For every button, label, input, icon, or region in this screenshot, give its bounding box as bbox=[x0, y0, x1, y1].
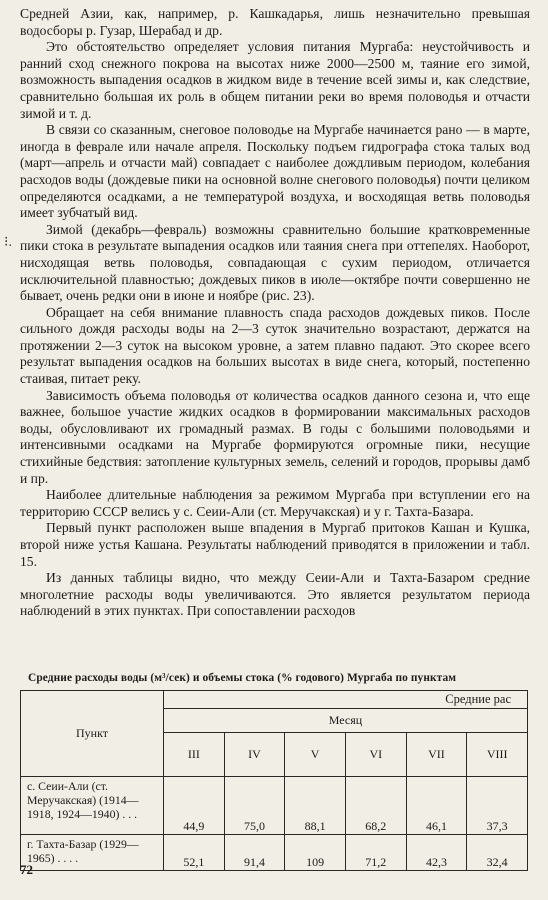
value-cell: 75,0 bbox=[224, 777, 285, 835]
value-cell: 68,2 bbox=[345, 777, 406, 835]
table-row bbox=[21, 835, 528, 871]
discharge-table bbox=[20, 690, 528, 871]
value-cell: 109 bbox=[285, 835, 346, 871]
margin-mark: ⁝. bbox=[4, 235, 12, 250]
paragraph-8: Первый пункт расположен выше впадения в Мургаб притоков Кашан и Кушка, второй ниже устья Кашана. Результаты наблюдений приводятся в приложении и табл. 15. bbox=[20, 520, 530, 569]
month-col-2: IV bbox=[224, 733, 285, 777]
month-col-3: V bbox=[285, 733, 346, 777]
text-column bbox=[20, 6, 530, 620]
value-cell: 37,3 bbox=[467, 777, 528, 835]
paragraph-6: Зависимость объема половодья от количества осадков данного сезона и, что еще важнее, большое участие жидких осадков в формировании максимальных расходов воды, обусловливают их громадный размах. В годы с большими половодьями и интенсивными осадками на Мургабе формируются огромные пики, несущие стихийные бедствия: затопление культурных земель, селений и городов, прорывы дамб и пр. bbox=[20, 387, 530, 486]
paragraph-3: В связи со сказанным, снеговое половодье на Мургабе начинается рано — в марте, иногда в феврале или начале апреля. Поскольку подъем гидрографа стока талых вод (март—апрель и отчасти май) совпадает с наиболее дождливым периодом, колебания расходов воды (дождевые пики на основной волне снегового половодья) почти целиком определяются осадками, а не температурой воздуха, и восходящая ветвь половодья имеет зубчатый вид. bbox=[20, 122, 530, 221]
table-row bbox=[21, 777, 528, 835]
point-header: Пункт bbox=[21, 691, 164, 777]
station-name: с. Сеии-Али (ст. Меручакская) (1914—1918, 1924—1940) . . . bbox=[21, 777, 164, 835]
value-cell: 71,2 bbox=[345, 835, 406, 871]
page-number: 72 bbox=[20, 862, 33, 877]
value-cell: 46,1 bbox=[406, 777, 467, 835]
month-header: Месяц bbox=[164, 709, 528, 733]
value-cell: 32,4 bbox=[467, 835, 528, 871]
group-header: Средние рас bbox=[164, 691, 528, 709]
month-col-6: VIII bbox=[467, 733, 528, 777]
paragraph-5: Обращает на себя внимание плавность спада расходов дождевых пиков. После сильного дождя расходы воды на 2—3 суток значительно возрастают, держатся на протяжении 2—3 суток на высоком уровне, а затем плавно падают. Это скорее всего результат выпадения осадков на больших высотах в виде снега, который, постепенно стаивая, питает реку. bbox=[20, 304, 530, 387]
value-cell: 52,1 bbox=[164, 835, 225, 871]
paragraph-2: Это обстоятельство определяет условия питания Мургаба: неустойчивость и ранний сход снежного покрова на высотах ниже 2000—2500 м, таяние его зимой, возможность выпадения осадков в жидком виде в течение всей зимы и, как следствие, сравнительно большая их роль в общем питании реки во время половодья и отчасти зимой и т. д. bbox=[20, 39, 530, 121]
value-cell: 91,4 bbox=[224, 835, 285, 871]
paragraph-9: Из данных таблицы видно, что между Сеии-Али и Тахта-Базаром средние многолетние расходы воды увеличиваются. Это является результатом периода наблюдений в этих пунктах. При сопоставлении расходов bbox=[20, 570, 530, 619]
paragraph-7: Наиболее длительные наблюдения за режимом Мургаба при вступлении его на территорию СССР велись у с. Сеии-Али (ст. Меручакская) и у г. Тахта-Базара. bbox=[20, 487, 530, 519]
month-col-4: VI bbox=[345, 733, 406, 777]
table-caption: Средние расходы воды (м³/сек) и объемы стока (% годового) Мургаба по пунктам bbox=[28, 672, 457, 684]
paragraph-4: Зимой (декабрь—февраль) возможны сравнительно большие кратковременные пики стока в результате выпадения осадков или таяния снега при оттепелях. Наоборот, нисходящая ветвь половодья, совпадающая с сухим периодом, отличается исключительной плавностью; дождевых пиков в июле—октябре почти совершенно не бывает, очень редки они в июне и ноябре (рис. 23). bbox=[20, 221, 530, 304]
value-cell: 42,3 bbox=[406, 835, 467, 871]
station-name: г. Тахта-Базар (1929—1965) . . . . bbox=[21, 835, 164, 871]
value-cell: 88,1 bbox=[285, 777, 346, 835]
paragraph-1: Средней Азии, как, например, р. Кашкадарья, лишь незначительно превышая водосборы р. Гузар, Шерабад и др. bbox=[20, 6, 530, 38]
value-cell: 44,9 bbox=[164, 777, 225, 835]
month-col-1: III bbox=[164, 733, 225, 777]
month-col-5: VII bbox=[406, 733, 467, 777]
